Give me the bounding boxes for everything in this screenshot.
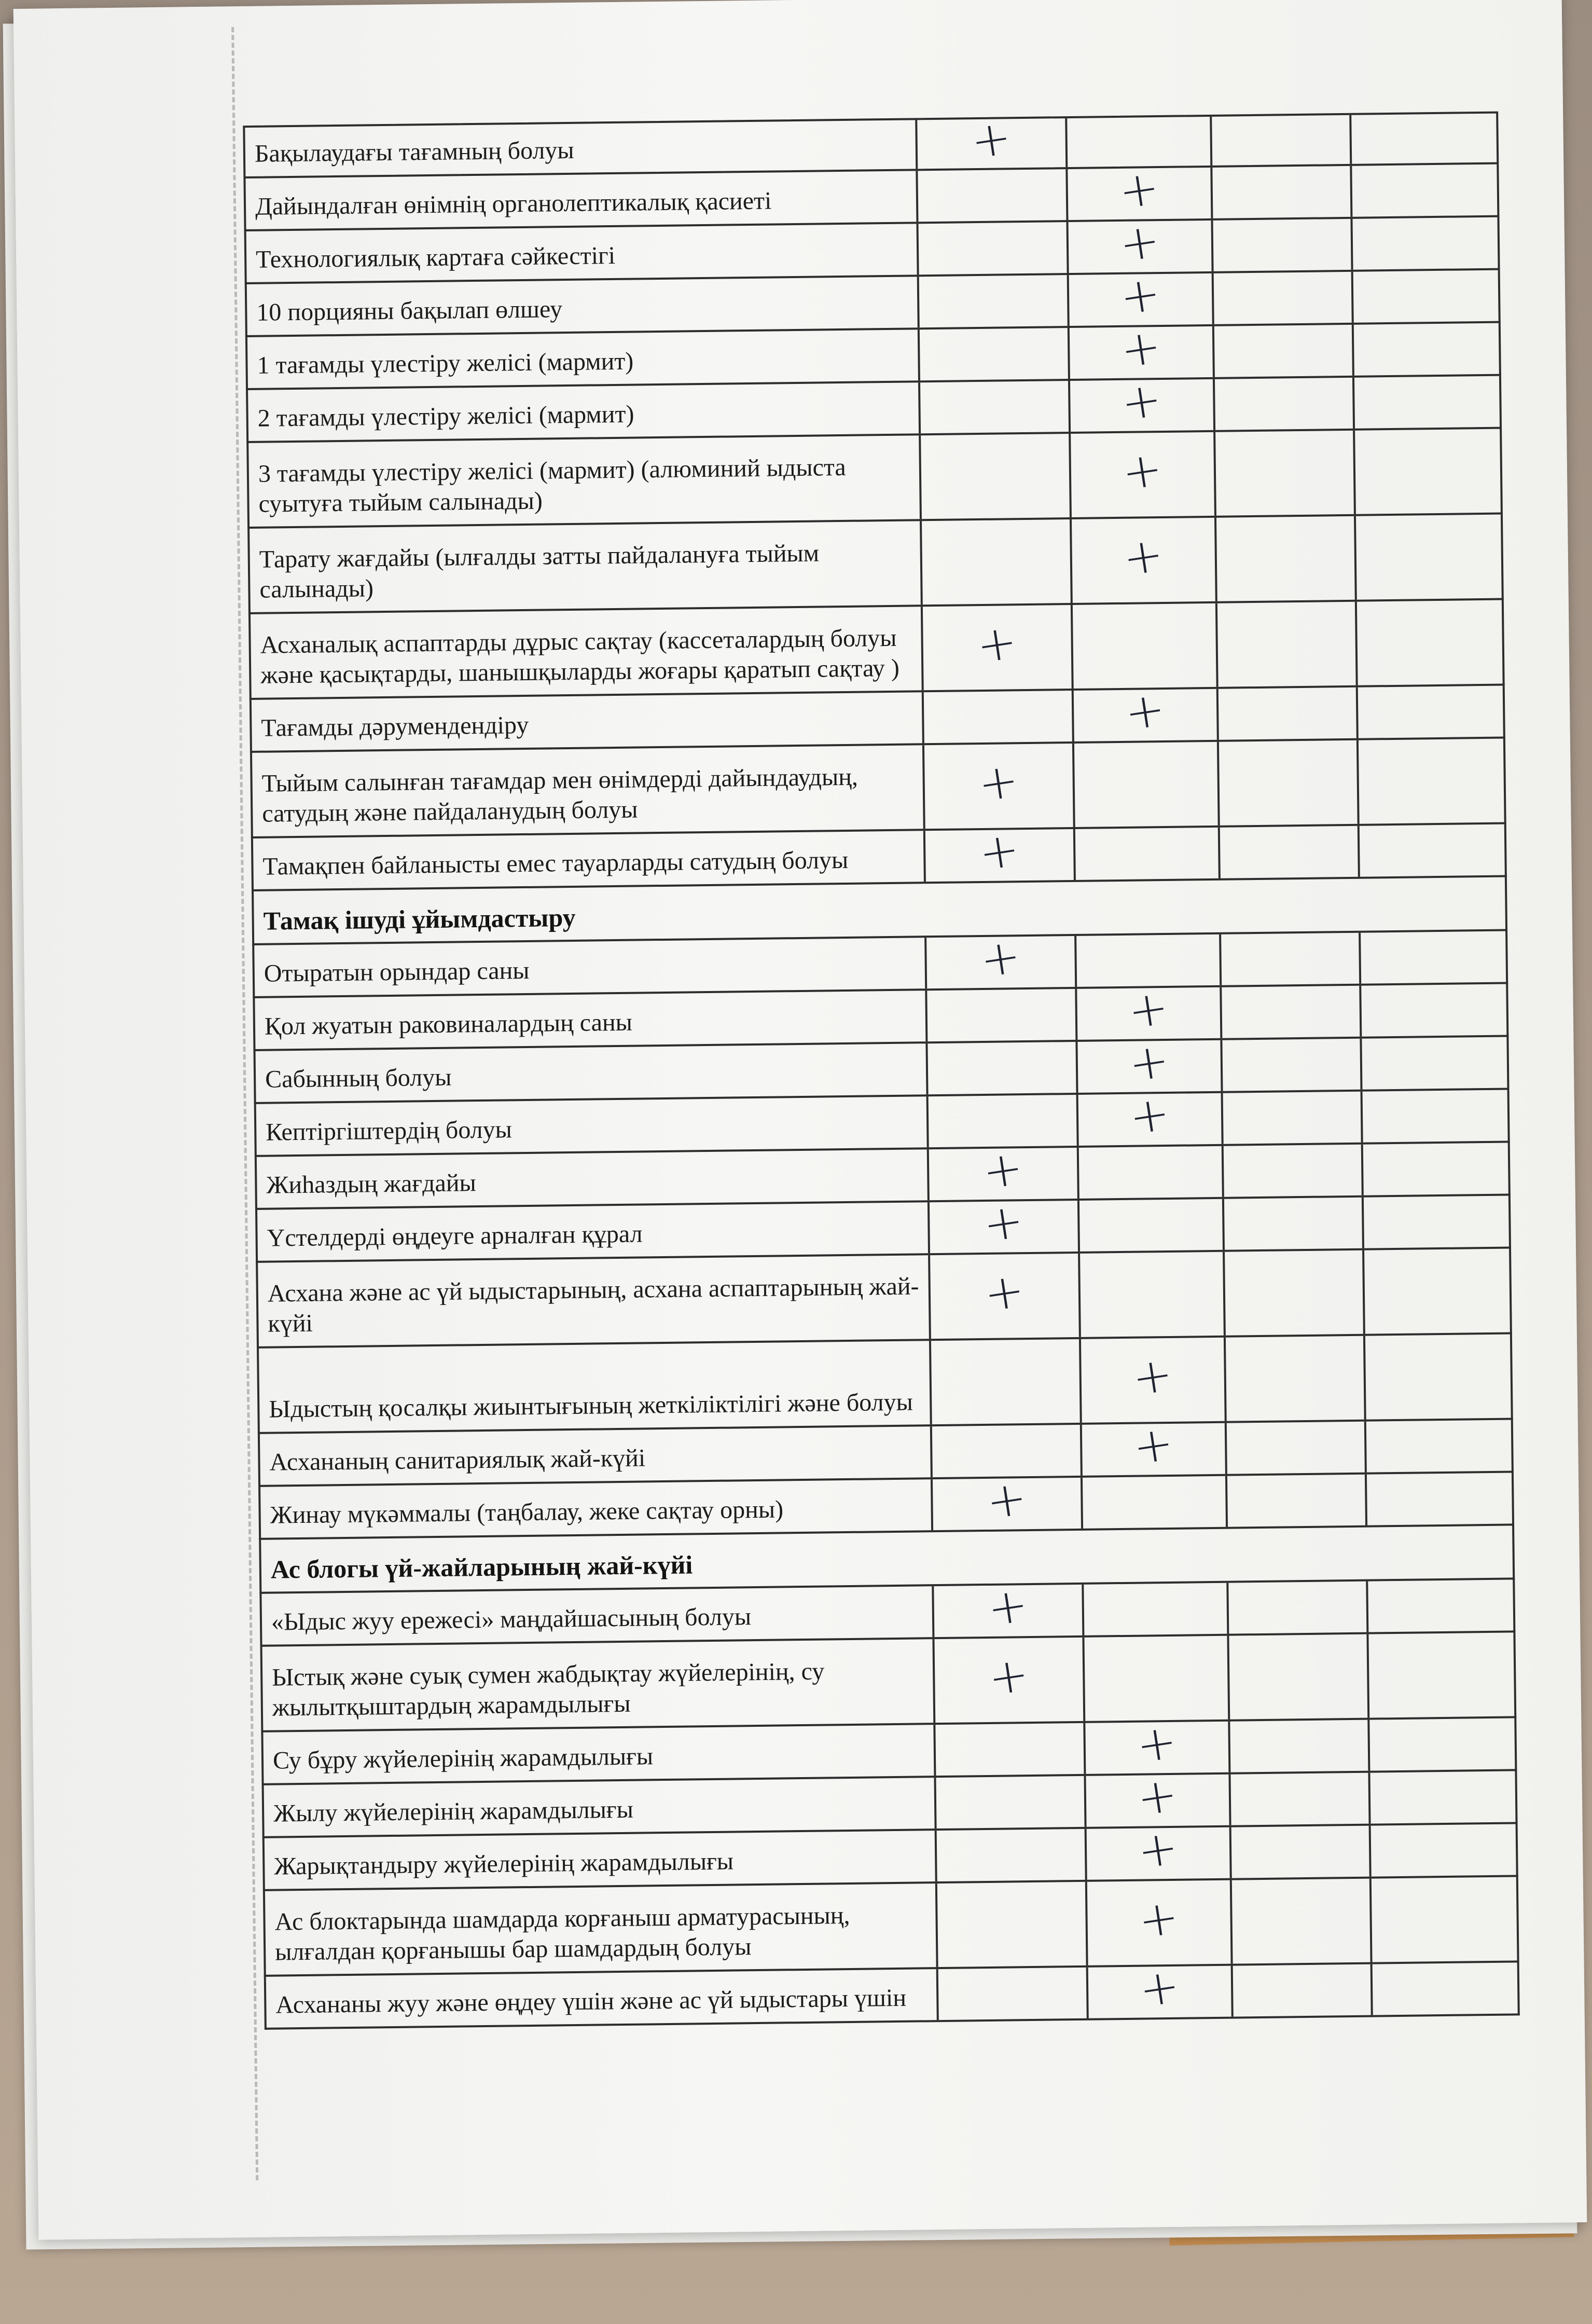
mark-cell-2 bbox=[1086, 1819, 1231, 1880]
document-page bbox=[13, 0, 1587, 2240]
handwritten-plus-mark: + bbox=[979, 1139, 1027, 1201]
mark-cell-3 bbox=[1232, 1879, 1373, 1964]
table-row bbox=[250, 739, 1506, 838]
mark-cell-2 bbox=[1070, 370, 1215, 432]
mark-cell-3 bbox=[1219, 687, 1359, 740]
criterion-text: Жарықтандыру жүйелерінің жарамдылығы bbox=[274, 1847, 734, 1880]
mark-cell-2 bbox=[1073, 603, 1219, 689]
handwritten-plus-mark: + bbox=[985, 1645, 1033, 1707]
handwritten-plus-mark: + bbox=[1117, 370, 1166, 432]
handwritten-plus-mark: + bbox=[1117, 318, 1165, 379]
mark-cell-2 bbox=[1070, 318, 1215, 379]
mark-cell-4 bbox=[1371, 1824, 1516, 1876]
mark-cell-3 bbox=[1230, 1773, 1370, 1825]
handwritten-plus-mark: + bbox=[979, 1192, 1028, 1254]
mark-cell-1 bbox=[936, 1776, 1086, 1828]
mark-cell-2 bbox=[1078, 1084, 1223, 1146]
handwritten-plus-mark: + bbox=[1115, 159, 1164, 221]
handwritten-plus-mark: + bbox=[1126, 1084, 1174, 1146]
criterion-text: Асханалық аспаптарды дұрыс сақтау (кассеталардың болуы және қасықтарды, шанышқыларды жоғары қаратып сақтау ) bbox=[260, 624, 900, 689]
mark-cell-1 bbox=[918, 222, 1069, 274]
mark-cell-4 bbox=[1361, 931, 1506, 984]
mark-cell-4 bbox=[1360, 824, 1505, 877]
criterion-cell bbox=[245, 171, 918, 229]
criterion-text: Сабынның болуы bbox=[265, 1063, 452, 1093]
mark-cell-3 bbox=[1230, 1720, 1370, 1772]
criterion-cell bbox=[252, 745, 925, 836]
mark-cell-2 bbox=[1068, 159, 1213, 221]
mark-cell-1 bbox=[925, 821, 1076, 882]
criterion-text: 10 порцияны бақылап өлшеу bbox=[256, 295, 563, 326]
mark-cell-1 bbox=[937, 1882, 1088, 1967]
mark-cell-1 bbox=[917, 109, 1068, 170]
criterion-text: Тамақпен байланысты емес тауарларды сатудың болуы bbox=[262, 846, 849, 881]
mark-cell-1 bbox=[919, 275, 1069, 327]
mark-cell-3 bbox=[1215, 431, 1356, 516]
criterion-cell bbox=[265, 1883, 938, 1975]
mark-cell-3 bbox=[1214, 325, 1354, 377]
mark-cell-1 bbox=[936, 1829, 1087, 1881]
criterion-cell bbox=[252, 692, 924, 751]
criterion-text: Асхананың санитариялық жай-күйі bbox=[269, 1444, 646, 1476]
criterion-cell bbox=[248, 435, 921, 527]
criterion-text: 3 тағамды үлестіру желісі (мармит) (алюминий ыдыста суытуға тыйым салынады) bbox=[258, 453, 846, 518]
mark-cell-2 bbox=[1077, 979, 1222, 1040]
mark-cell-4 bbox=[1358, 686, 1503, 738]
mark-cell-4 bbox=[1351, 114, 1497, 164]
criterion-text: 1 тағамды үлестіру желісі (мармит) bbox=[257, 347, 634, 379]
mark-cell-4 bbox=[1361, 984, 1506, 1037]
mark-cell-4 bbox=[1362, 1090, 1507, 1143]
mark-cell-1 bbox=[921, 434, 1072, 519]
mark-cell-1 bbox=[933, 1469, 1083, 1531]
table-row bbox=[260, 1632, 1517, 1732]
criterion-cell bbox=[256, 1043, 929, 1102]
mark-cell-4 bbox=[1352, 217, 1498, 270]
mark-cell-2 bbox=[1071, 432, 1216, 517]
handwritten-plus-mark: + bbox=[980, 1261, 1029, 1323]
criterion-cell bbox=[259, 1341, 932, 1432]
mark-cell-3 bbox=[1225, 1250, 1365, 1336]
mark-cell-1 bbox=[927, 1042, 1078, 1094]
criterion-text: Жинау мүкәммалы (таңбалау, жеке сақтау орны) bbox=[270, 1495, 784, 1529]
mark-cell-3 bbox=[1231, 1826, 1371, 1878]
mark-cell-3 bbox=[1220, 826, 1360, 878]
mark-cell-4 bbox=[1353, 270, 1499, 323]
handwritten-plus-mark: + bbox=[975, 821, 1023, 882]
mark-cell-4 bbox=[1364, 1249, 1510, 1334]
handwritten-plus-mark: + bbox=[984, 1576, 1032, 1638]
mark-cell-3 bbox=[1224, 1145, 1364, 1197]
mark-cell-2 bbox=[1076, 934, 1222, 987]
criterion-cell bbox=[253, 831, 926, 889]
mark-cell-2 bbox=[1079, 1146, 1224, 1199]
mark-cell-2 bbox=[1084, 1583, 1229, 1635]
mark-cell-1 bbox=[928, 1095, 1078, 1147]
criterion-cell bbox=[251, 607, 923, 698]
criterion-cell bbox=[247, 277, 920, 335]
mark-cell-3 bbox=[1213, 272, 1353, 324]
mark-cell-2 bbox=[1086, 1766, 1231, 1827]
criterion-text: Үстелдерді өңдеуге арналған құрал bbox=[267, 1220, 643, 1252]
handwritten-plus-mark: + bbox=[1129, 1414, 1178, 1476]
mark-cell-3 bbox=[1227, 1422, 1367, 1474]
mark-cell-1 bbox=[929, 1139, 1079, 1201]
criterion-text: Тарату жағдайы (ылғалды затты пайдалануға тыйым салынады) bbox=[259, 539, 820, 603]
mark-cell-3 bbox=[1222, 1039, 1362, 1091]
mark-cell-3 bbox=[1216, 516, 1357, 601]
handwritten-plus-mark: + bbox=[967, 109, 1016, 170]
table-row bbox=[257, 1334, 1513, 1434]
handwritten-plus-mark: + bbox=[1116, 212, 1164, 273]
mark-cell-4 bbox=[1368, 1632, 1514, 1717]
mark-cell-1 bbox=[930, 1254, 1081, 1339]
mark-cell-1 bbox=[931, 1339, 1082, 1424]
mark-cell-4 bbox=[1365, 1335, 1511, 1420]
mark-cell-3 bbox=[1223, 1092, 1363, 1144]
criterion-cell bbox=[257, 1202, 930, 1261]
handwritten-plus-mark: + bbox=[1134, 1819, 1182, 1880]
mark-cell-3 bbox=[1229, 1634, 1369, 1720]
mark-cell-2 bbox=[1075, 828, 1221, 880]
handwritten-plus-mark: + bbox=[1136, 1957, 1184, 2019]
mark-cell-1 bbox=[932, 1425, 1083, 1477]
mark-cell-3 bbox=[1233, 1964, 1373, 2017]
mark-cell-4 bbox=[1354, 323, 1499, 376]
criterion-cell bbox=[255, 991, 927, 1049]
criterion-text: Бақылаудағы тағамның болуы bbox=[254, 136, 574, 168]
mark-cell-2 bbox=[1074, 680, 1219, 742]
mark-cell-3 bbox=[1217, 602, 1358, 687]
mark-cell-4 bbox=[1366, 1420, 1512, 1472]
handwritten-plus-mark: + bbox=[1118, 440, 1167, 501]
mark-cell-2 bbox=[1067, 117, 1212, 167]
criterion-cell bbox=[266, 1969, 939, 2028]
handwritten-plus-mark: + bbox=[976, 928, 1025, 989]
mark-cell-1 bbox=[934, 1576, 1084, 1638]
mark-cell-1 bbox=[927, 989, 1077, 1041]
criterion-cell bbox=[261, 1586, 934, 1645]
criterion-cell bbox=[250, 521, 922, 612]
handwritten-plus-mark: + bbox=[973, 613, 1021, 674]
mark-cell-1 bbox=[920, 328, 1070, 380]
criterion-text: Ыстық және суық сумен жабдықтау жүйелерінің, су жылытқыштардың жарамдылығы bbox=[271, 1657, 825, 1722]
mark-cell-4 bbox=[1356, 515, 1502, 600]
criterion-text: Ыдыстың қосалқы жиынтығының жеткіліктілігі және болуы bbox=[269, 1388, 913, 1423]
mark-cell-1 bbox=[938, 1968, 1088, 2020]
criterion-text: Қол жуатын раковиналардың саны bbox=[264, 1008, 633, 1040]
mark-cell-2 bbox=[1088, 1957, 1233, 2019]
mark-cell-4 bbox=[1368, 1579, 1513, 1632]
mark-cell-3 bbox=[1227, 1475, 1367, 1527]
mark-cell-1 bbox=[923, 691, 1074, 743]
mark-cell-4 bbox=[1352, 164, 1497, 217]
mark-cell-1 bbox=[934, 1638, 1085, 1723]
handwritten-plus-mark: + bbox=[1132, 1713, 1181, 1775]
mark-cell-1 bbox=[918, 169, 1068, 222]
criterion-cell bbox=[257, 1149, 930, 1208]
mark-cell-1 bbox=[926, 928, 1077, 989]
mark-cell-2 bbox=[1084, 1636, 1230, 1721]
mark-cell-2 bbox=[1085, 1713, 1230, 1775]
criterion-cell bbox=[260, 1479, 933, 1538]
criterion-cell bbox=[258, 1255, 931, 1346]
criterion-text: Жылу жүйелерінің жарамдылығы bbox=[273, 1795, 634, 1827]
mark-cell-1 bbox=[930, 1192, 1080, 1254]
table-row bbox=[246, 429, 1503, 529]
mark-cell-2 bbox=[1079, 1199, 1225, 1252]
criterion-cell bbox=[260, 1426, 933, 1485]
mark-cell-4 bbox=[1355, 429, 1501, 514]
criterion-cell bbox=[246, 224, 919, 282]
mark-cell-3 bbox=[1212, 115, 1352, 166]
criterion-text: «Ыдыс жуу ережесі» маңдайшасының болуы bbox=[271, 1603, 752, 1636]
criterion-cell bbox=[248, 382, 921, 441]
handwritten-plus-mark: + bbox=[974, 751, 1023, 813]
handwritten-plus-mark: + bbox=[1124, 979, 1173, 1040]
mark-cell-4 bbox=[1372, 1877, 1517, 1962]
criterion-text: 2 тағамды үлестіру желісі (мармит) bbox=[257, 400, 634, 432]
handwritten-plus-mark: + bbox=[982, 1469, 1031, 1531]
criterion-cell bbox=[254, 938, 927, 996]
mark-cell-2 bbox=[1081, 1338, 1227, 1423]
criterion-text: Отыратын орындар саны bbox=[264, 956, 530, 987]
criterion-cell bbox=[247, 329, 920, 388]
mark-cell-2 bbox=[1069, 265, 1214, 326]
criterion-cell bbox=[256, 1096, 929, 1155]
criterion-cell bbox=[245, 120, 918, 176]
checklist-table bbox=[243, 109, 1519, 2030]
mark-cell-3 bbox=[1212, 166, 1352, 218]
mark-cell-2 bbox=[1077, 1032, 1223, 1093]
mark-cell-4 bbox=[1367, 1473, 1512, 1525]
mark-cell-3 bbox=[1228, 1582, 1368, 1634]
criterion-cell bbox=[263, 1725, 936, 1783]
mark-cell-1 bbox=[935, 1723, 1086, 1776]
mark-cell-2 bbox=[1074, 742, 1220, 827]
mark-cell-1 bbox=[920, 381, 1071, 433]
handwritten-plus-mark: + bbox=[1116, 265, 1165, 326]
mark-cell-3 bbox=[1215, 378, 1355, 430]
mark-cell-3 bbox=[1224, 1198, 1364, 1250]
mark-cell-2 bbox=[1080, 1252, 1226, 1337]
handwritten-plus-mark: + bbox=[1121, 680, 1169, 742]
mark-cell-3 bbox=[1222, 986, 1362, 1038]
mark-cell-2 bbox=[1083, 1476, 1228, 1529]
mark-cell-4 bbox=[1369, 1718, 1515, 1770]
criterion-text: Дайындалған өнімнің органолептикалық қасиеті bbox=[255, 187, 772, 221]
criterion-text: Тағамды дәрумендендіру bbox=[261, 711, 529, 742]
criterion-text: Ас блоктарында шамдарда корғаныш арматурасының, ылғалдан қорғанышы бар шамдардың болуы bbox=[274, 1902, 850, 1966]
mark-cell-4 bbox=[1363, 1143, 1508, 1195]
mark-cell-4 bbox=[1373, 1962, 1518, 2015]
mark-cell-4 bbox=[1362, 1037, 1507, 1090]
criterion-text: Асхана және ас үй ыдыстарының, асхана аспаптарының жай-күйі bbox=[267, 1272, 919, 1338]
mark-cell-3 bbox=[1213, 219, 1353, 271]
table-row bbox=[248, 600, 1505, 700]
mark-cell-2 bbox=[1082, 1414, 1227, 1476]
mark-cell-4 bbox=[1364, 1196, 1509, 1248]
criterion-cell bbox=[262, 1639, 935, 1730]
criterion-text: Су бұру жүйелерінің жарамдылығы bbox=[272, 1742, 654, 1775]
mark-cell-4 bbox=[1357, 600, 1503, 685]
mark-cell-3 bbox=[1221, 933, 1361, 985]
handwritten-plus-mark: + bbox=[1128, 1345, 1177, 1407]
table-row bbox=[247, 515, 1504, 614]
section-title: Тамақ ішуді ұйымдастыру bbox=[263, 902, 576, 936]
mark-cell-2 bbox=[1087, 1880, 1233, 1965]
handwritten-plus-mark: + bbox=[1133, 1766, 1182, 1827]
criterion-text: Асхананы жуу және өңдеу үшін және ас үй ыдыстары үшін bbox=[275, 1984, 907, 2019]
mark-cell-4 bbox=[1359, 739, 1504, 824]
mark-cell-3 bbox=[1219, 740, 1360, 826]
mark-cell-2 bbox=[1072, 518, 1217, 603]
table-row bbox=[256, 1248, 1512, 1348]
section-title: Ас блогы үй-жайларының жай-күйі bbox=[270, 1550, 693, 1584]
handwritten-plus-mark: + bbox=[1119, 526, 1168, 587]
criterion-cell bbox=[264, 1778, 937, 1836]
criterion-text: Технологиялық картаға сәйкестігі bbox=[255, 241, 616, 273]
criterion-text: Тыйым салынған тағамдар мен өнімдерді дайындаудың, сатудың және пайдаланудың болуы bbox=[261, 763, 859, 828]
table-row bbox=[263, 1877, 1519, 1976]
mark-cell-1 bbox=[924, 744, 1075, 829]
criterion-cell bbox=[265, 1831, 937, 1889]
criterion-text: Кептіргіштердің болуы bbox=[265, 1116, 513, 1146]
mark-cell-3 bbox=[1226, 1336, 1366, 1421]
handwritten-plus-mark: + bbox=[1125, 1032, 1173, 1093]
mark-cell-4 bbox=[1370, 1771, 1515, 1823]
mark-cell-4 bbox=[1354, 376, 1500, 429]
handwritten-plus-mark: + bbox=[1134, 1888, 1183, 1949]
mark-cell-1 bbox=[922, 519, 1073, 604]
mark-cell-2 bbox=[1068, 212, 1213, 273]
mark-cell-1 bbox=[923, 605, 1074, 690]
criterion-text: Жиһаздың жағдайы bbox=[266, 1169, 477, 1199]
